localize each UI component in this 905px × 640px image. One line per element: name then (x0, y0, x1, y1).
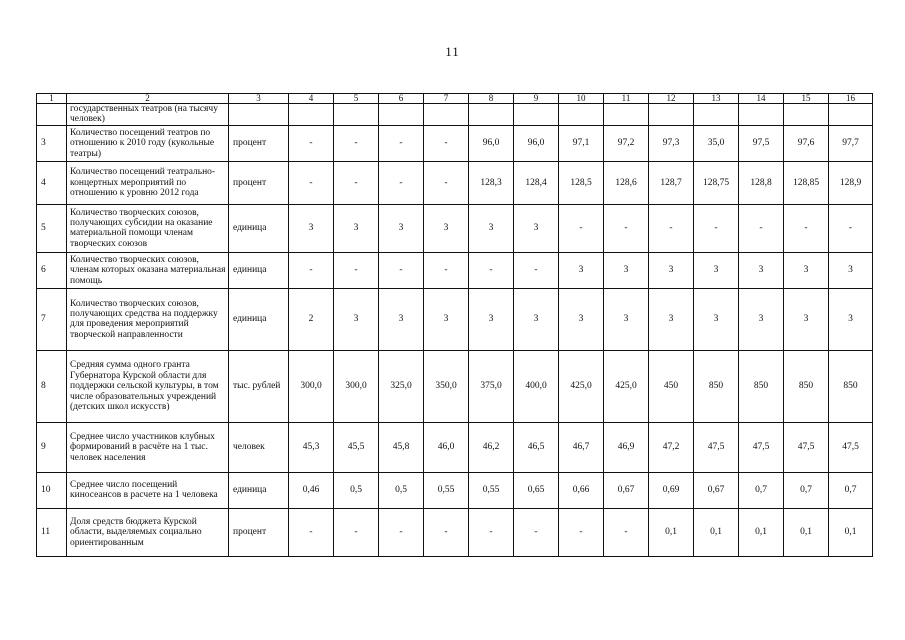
value-cell: - (379, 252, 424, 288)
value-cell: 450 (649, 350, 694, 422)
column-header: 3 (229, 94, 289, 104)
indicators-table (36, 93, 873, 557)
indicator-name: Количество посещений театров по отношению к 2010 году (кукольные театры) (67, 125, 229, 161)
value-cell: - (424, 161, 469, 204)
value-cell: 0,46 (289, 472, 334, 508)
value-cell: - (334, 161, 379, 204)
value-cell: 0,1 (694, 508, 739, 556)
value-cell: 300,0 (289, 350, 334, 422)
indicator-name: Средняя сумма одного гранта Губернатора Курской области для поддержки сельской культуры, в том числе образовательных учреждений (детских школ искусств) (67, 350, 229, 422)
value-cell: 3 (424, 204, 469, 252)
value-cell: 0,69 (649, 472, 694, 508)
value-cell: 0,65 (514, 472, 559, 508)
unit-cell: единица (229, 204, 289, 252)
value-cell: 47,5 (739, 422, 784, 472)
value-cell: 47,5 (829, 422, 873, 472)
value-cell: 3 (694, 288, 739, 350)
indicator-name: Среднее число посещений киносеансов в расчете на 1 человека (67, 472, 229, 508)
value-cell: 3 (514, 288, 559, 350)
row-number: 9 (37, 422, 67, 472)
indicator-name: Количество творческих союзов, получающих субсидии на оказание материальной помощи членам творческих союзов (67, 204, 229, 252)
value-cell: 0,5 (334, 472, 379, 508)
column-header-row (37, 94, 873, 104)
value-cell: 3 (604, 288, 649, 350)
value-cell: 350,0 (424, 350, 469, 422)
unit-cell: процент (229, 508, 289, 556)
value-cell: 47,5 (694, 422, 739, 472)
value-cell: - (379, 161, 424, 204)
unit-cell: процент (229, 161, 289, 204)
unit-cell (229, 104, 289, 126)
value-cell: 0,1 (739, 508, 784, 556)
column-header: 8 (469, 94, 514, 104)
value-cell: 3 (649, 252, 694, 288)
value-cell: 97,3 (649, 125, 694, 161)
row-number: 4 (37, 161, 67, 204)
value-cell (514, 104, 559, 126)
value-cell (739, 104, 784, 126)
row-number: 3 (37, 125, 67, 161)
value-cell: 128,85 (784, 161, 829, 204)
value-cell (424, 104, 469, 126)
row-number: 7 (37, 288, 67, 350)
value-cell: 45,3 (289, 422, 334, 472)
value-cell (379, 104, 424, 126)
table-row (37, 508, 873, 556)
value-cell: 97,7 (829, 125, 873, 161)
value-cell: - (829, 204, 873, 252)
value-cell: - (289, 508, 334, 556)
value-cell: 3 (424, 288, 469, 350)
value-cell (784, 104, 829, 126)
table-row (37, 472, 873, 508)
value-cell: 3 (649, 288, 694, 350)
value-cell: 3 (829, 288, 873, 350)
value-cell: 46,0 (424, 422, 469, 472)
value-cell: 3 (829, 252, 873, 288)
value-cell: 45,5 (334, 422, 379, 472)
value-cell: 0,55 (469, 472, 514, 508)
indicator-name: Количество посещений театрально-концертных мероприятий по отношению к уровню 2012 года (67, 161, 229, 204)
row-number: 10 (37, 472, 67, 508)
value-cell (559, 104, 604, 126)
value-cell: 3 (784, 288, 829, 350)
table-row (37, 288, 873, 350)
value-cell: - (649, 204, 694, 252)
column-header: 13 (694, 94, 739, 104)
value-cell: - (514, 508, 559, 556)
value-cell: - (784, 204, 829, 252)
value-cell: 850 (784, 350, 829, 422)
value-cell: 3 (334, 288, 379, 350)
value-cell: 3 (334, 204, 379, 252)
value-cell: 0,7 (829, 472, 873, 508)
value-cell: - (379, 125, 424, 161)
value-cell: 3 (379, 288, 424, 350)
value-cell (289, 104, 334, 126)
value-cell: 128,75 (694, 161, 739, 204)
value-cell: 97,1 (559, 125, 604, 161)
value-cell: 97,5 (739, 125, 784, 161)
value-cell: 128,8 (739, 161, 784, 204)
value-cell (649, 104, 694, 126)
value-cell: 850 (739, 350, 784, 422)
column-header: 15 (784, 94, 829, 104)
value-cell: 47,2 (649, 422, 694, 472)
value-cell: - (334, 125, 379, 161)
column-header: 14 (739, 94, 784, 104)
table-row (37, 252, 873, 288)
unit-cell: единица (229, 252, 289, 288)
value-cell: 3 (604, 252, 649, 288)
value-cell: 425,0 (604, 350, 649, 422)
unit-cell: процент (229, 125, 289, 161)
value-cell (829, 104, 873, 126)
value-cell: - (739, 204, 784, 252)
value-cell: 128,4 (514, 161, 559, 204)
value-cell: - (289, 125, 334, 161)
column-header: 12 (649, 94, 694, 104)
indicator-name: Количество творческих союзов, членам которых оказана материальная помощь (67, 252, 229, 288)
column-header: 6 (379, 94, 424, 104)
column-header: 10 (559, 94, 604, 104)
value-cell: 3 (739, 252, 784, 288)
value-cell: - (424, 125, 469, 161)
value-cell: 46,9 (604, 422, 649, 472)
value-cell: - (334, 252, 379, 288)
value-cell: 300,0 (334, 350, 379, 422)
indicator-name: Доля средств бюджета Курской области, выделяемых социально ориентированным (67, 508, 229, 556)
value-cell: - (424, 508, 469, 556)
value-cell: 97,2 (604, 125, 649, 161)
value-cell: 0,55 (424, 472, 469, 508)
page-number: 11 (445, 44, 460, 59)
value-cell: 46,2 (469, 422, 514, 472)
value-cell: 3 (559, 288, 604, 350)
value-cell: 45,8 (379, 422, 424, 472)
value-cell: - (694, 204, 739, 252)
column-header: 1 (37, 94, 67, 104)
value-cell: 128,9 (829, 161, 873, 204)
value-cell (694, 104, 739, 126)
unit-cell: единица (229, 288, 289, 350)
unit-cell: человек (229, 422, 289, 472)
value-cell: 0,5 (379, 472, 424, 508)
value-cell: 0,1 (649, 508, 694, 556)
value-cell: - (604, 508, 649, 556)
value-cell: 325,0 (379, 350, 424, 422)
value-cell: 97,6 (784, 125, 829, 161)
value-cell: 0,66 (559, 472, 604, 508)
value-cell: - (424, 252, 469, 288)
value-cell: 3 (514, 204, 559, 252)
column-header: 5 (334, 94, 379, 104)
value-cell (469, 104, 514, 126)
value-cell: - (379, 508, 424, 556)
value-cell: 46,7 (559, 422, 604, 472)
value-cell: 3 (469, 204, 514, 252)
value-cell: 400,0 (514, 350, 559, 422)
value-cell: 96,0 (514, 125, 559, 161)
value-cell: 128,7 (649, 161, 694, 204)
value-cell: 850 (829, 350, 873, 422)
column-header: 9 (514, 94, 559, 104)
table-row (37, 350, 873, 422)
value-cell (604, 104, 649, 126)
value-cell: 128,5 (559, 161, 604, 204)
value-cell: - (604, 204, 649, 252)
column-header: 4 (289, 94, 334, 104)
value-cell: 3 (469, 288, 514, 350)
table-row (37, 161, 873, 204)
value-cell: - (559, 508, 604, 556)
value-cell: 0,7 (784, 472, 829, 508)
value-cell: 425,0 (559, 350, 604, 422)
unit-cell: тыс. рублей (229, 350, 289, 422)
value-cell: 35,0 (694, 125, 739, 161)
value-cell: 0,67 (694, 472, 739, 508)
value-cell: 3 (289, 204, 334, 252)
row-number: 6 (37, 252, 67, 288)
value-cell: - (514, 252, 559, 288)
value-cell: - (289, 252, 334, 288)
table-row (37, 204, 873, 252)
value-cell (334, 104, 379, 126)
value-cell: 0,1 (829, 508, 873, 556)
value-cell: 3 (739, 288, 784, 350)
table-row (37, 125, 873, 161)
row-number (37, 104, 67, 126)
column-header: 11 (604, 94, 649, 104)
value-cell: 128,3 (469, 161, 514, 204)
column-header: 16 (829, 94, 873, 104)
table-row (37, 104, 873, 126)
indicator-name: Среднее число участников клубных формирований в расчёте на 1 тыс. человек населения (67, 422, 229, 472)
row-number: 5 (37, 204, 67, 252)
value-cell: 0,1 (784, 508, 829, 556)
indicator-name: Количество творческих союзов, получающих средства на поддержку для проведения мероприятий творческой направленности (67, 288, 229, 350)
value-cell: 3 (559, 252, 604, 288)
value-cell: 128,6 (604, 161, 649, 204)
value-cell: 2 (289, 288, 334, 350)
value-cell: - (559, 204, 604, 252)
column-header: 2 (67, 94, 229, 104)
value-cell: 3 (694, 252, 739, 288)
row-number: 11 (37, 508, 67, 556)
column-header: 7 (424, 94, 469, 104)
table-row (37, 422, 873, 472)
value-cell: 375,0 (469, 350, 514, 422)
value-cell: 0,7 (739, 472, 784, 508)
value-cell: 0,67 (604, 472, 649, 508)
value-cell: - (469, 508, 514, 556)
unit-cell: единица (229, 472, 289, 508)
value-cell: - (289, 161, 334, 204)
value-cell: 96,0 (469, 125, 514, 161)
value-cell: 47,5 (784, 422, 829, 472)
indicator-name: государственных театров (на тысячу человек) (67, 104, 229, 126)
value-cell: 46,5 (514, 422, 559, 472)
value-cell: 850 (694, 350, 739, 422)
row-number: 8 (37, 350, 67, 422)
value-cell: 3 (784, 252, 829, 288)
value-cell: - (334, 508, 379, 556)
value-cell: - (469, 252, 514, 288)
value-cell: 3 (379, 204, 424, 252)
